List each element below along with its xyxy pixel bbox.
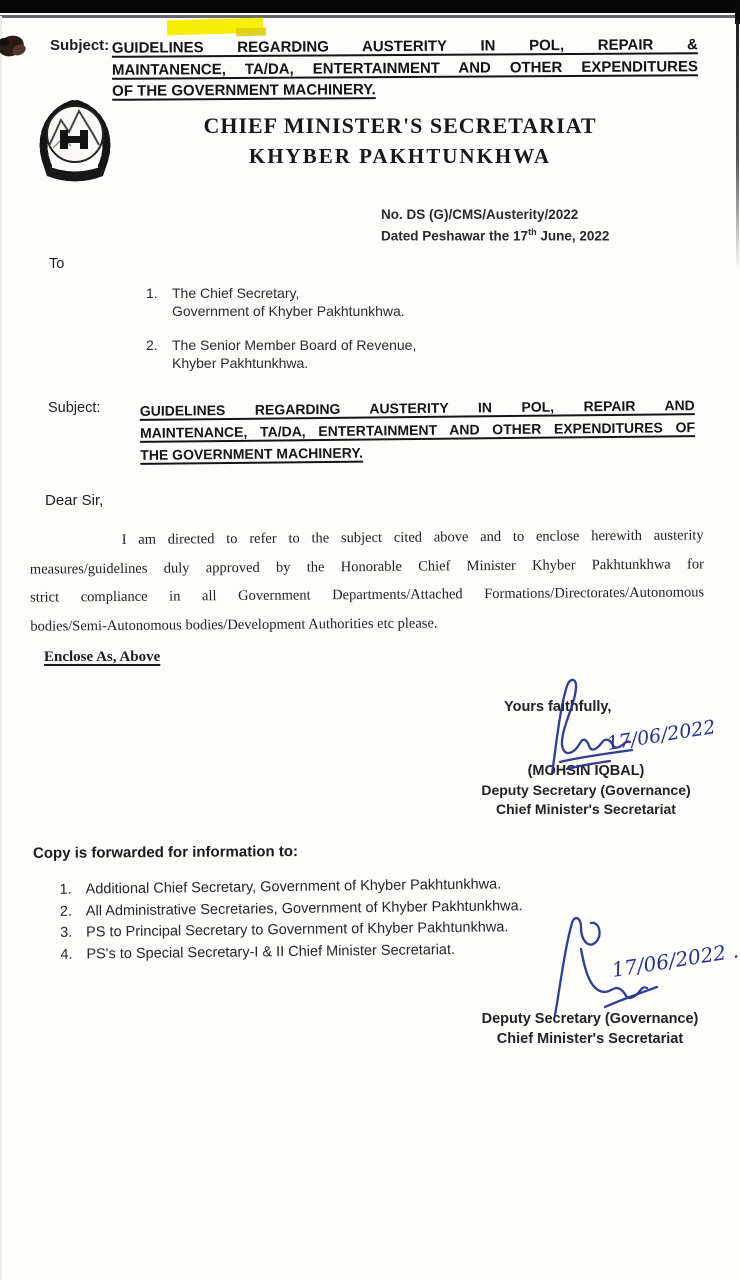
date-suffix: June, 2022 (536, 228, 610, 243)
item-number: 1. (59, 881, 72, 898)
org-name-line2: KHYBER PAKHTUNKHWA (248, 144, 552, 168)
body-line1: I am directed to refer to the subject cited above and to enclose herewith austerity (121, 527, 704, 548)
addressee-line: The Chief Secretary, (172, 285, 300, 301)
khyber-pakhtunkhwa-crest-icon (33, 96, 117, 192)
reference-date (381, 224, 609, 245)
signatory-title2: Chief Minister's Secretariat (496, 801, 676, 817)
addressee-line: Government of Khyber Pakhtunkhwa. (172, 303, 405, 319)
handwritten-date: 17/06/2022 . (610, 938, 740, 982)
to-label: To (49, 256, 65, 272)
subject-line3: THE GOVERNMENT MACHINERY. (140, 444, 364, 463)
subject-top-line1: GUIDELINES REGARDING AUSTERITY IN POL, REPAIR & (111, 36, 698, 57)
reference-number: No. DS (G)/CMS/Austerity/2022 (381, 207, 579, 222)
copy-forwarded-list (59, 874, 523, 966)
subject-label: Subject: (48, 400, 101, 416)
body-line4: bodies/Semi-Autonomous bodies/Development Authorities etc please. (30, 614, 438, 635)
signatory-name: (MOHSIN IQBAL) (527, 763, 645, 779)
item-number: 2. (59, 903, 73, 920)
item-number: 2. (146, 337, 158, 353)
addressee-text (172, 336, 416, 372)
scan-top-black-bar (0, 0, 740, 13)
copy-item-text: PS's to Special Secretary-I & II Chief Minister Secretariat. (86, 941, 456, 963)
scan-top-gray-line (0, 15, 740, 18)
item-number: 4. (60, 946, 73, 963)
subject-line1: GUIDELINES REGARDING AUSTERITY IN POL, REPAIR AND (139, 397, 695, 419)
item-number: 1. (146, 285, 158, 301)
copy-item-text: All Administrative Secretaries, Government of Khyber Pakhtunkhwa. (85, 897, 523, 920)
subject-line2: MAINTENANCE, TA/DA, ENTERTAINMENT AND OTHER EXPENDITURES OF (139, 419, 696, 441)
letterhead (168, 113, 632, 169)
signatory-title2: Chief Minister's Secretariat (496, 1030, 684, 1047)
copy-forwarded-heading: Copy is forwarded for information to: (32, 843, 299, 862)
subject-text (140, 394, 696, 466)
salutation: Dear Sir, (45, 492, 104, 509)
subject-text-top (112, 34, 698, 102)
date-ordinal: th (528, 226, 537, 237)
scan-artifact-blob (0, 30, 33, 64)
subject-top-line2: MAINTANENCE, TA/DA, ENTERTAINMENT AND OTHER EXPENDITURES (111, 57, 699, 79)
addressee-line: Khyber Pakhtunkhwa. (172, 355, 309, 371)
body-line2: measures/guidelines duly approved by the Honorable Chief Minister Khyber Pakhtunkhwa for (29, 555, 704, 578)
addressee-line: The Senior Member Board of Revenue, (172, 337, 417, 353)
subject-top-line3: OF THE GOVERNMENT MACHINERY. (112, 81, 376, 100)
addressee-item (146, 336, 416, 372)
handwritten-date: 17/06/2022 (605, 716, 717, 755)
body-line3: strict compliance in all Government Departments/Attached Formations/Directorates/Autonomous (30, 584, 705, 606)
closing-phrase: Yours faithfully, (504, 699, 612, 715)
scan-left-edge-shade (0, 16, 2, 1280)
signatory-title1: Deputy Secretary (Governance) (481, 1011, 699, 1027)
highlighter-smudge (236, 27, 266, 36)
date-prefix: Dated Peshawar the 17 (381, 228, 529, 243)
addressee-text (172, 284, 405, 320)
copy-item-text: PS to Principal Secretary to Government of Khyber Pakhtunkhwa. (86, 919, 509, 941)
copy-item (60, 939, 523, 966)
enclosure-note: Enclose As, Above (44, 649, 161, 665)
subject-label-top: Subject: (50, 37, 110, 54)
org-name-line1: CHIEF MINISTER'S SECRETARIAT (203, 113, 597, 138)
copy-item-text: Additional Chief Secretary, Government of Khyber Pakhtunkhwa. (85, 876, 502, 898)
signatory-block-1 (440, 762, 732, 819)
addressee-list (146, 284, 416, 388)
item-number: 3. (60, 924, 73, 941)
handwritten-signature-2 (505, 915, 740, 1020)
addressee-item (146, 284, 416, 320)
signatory-block-2 (440, 1010, 740, 1049)
scan-right-edge-line (736, 20, 739, 270)
reference-block (381, 206, 609, 245)
signatory-title1: Deputy Secretary (Governance) (481, 782, 691, 798)
body-paragraph (30, 521, 705, 640)
